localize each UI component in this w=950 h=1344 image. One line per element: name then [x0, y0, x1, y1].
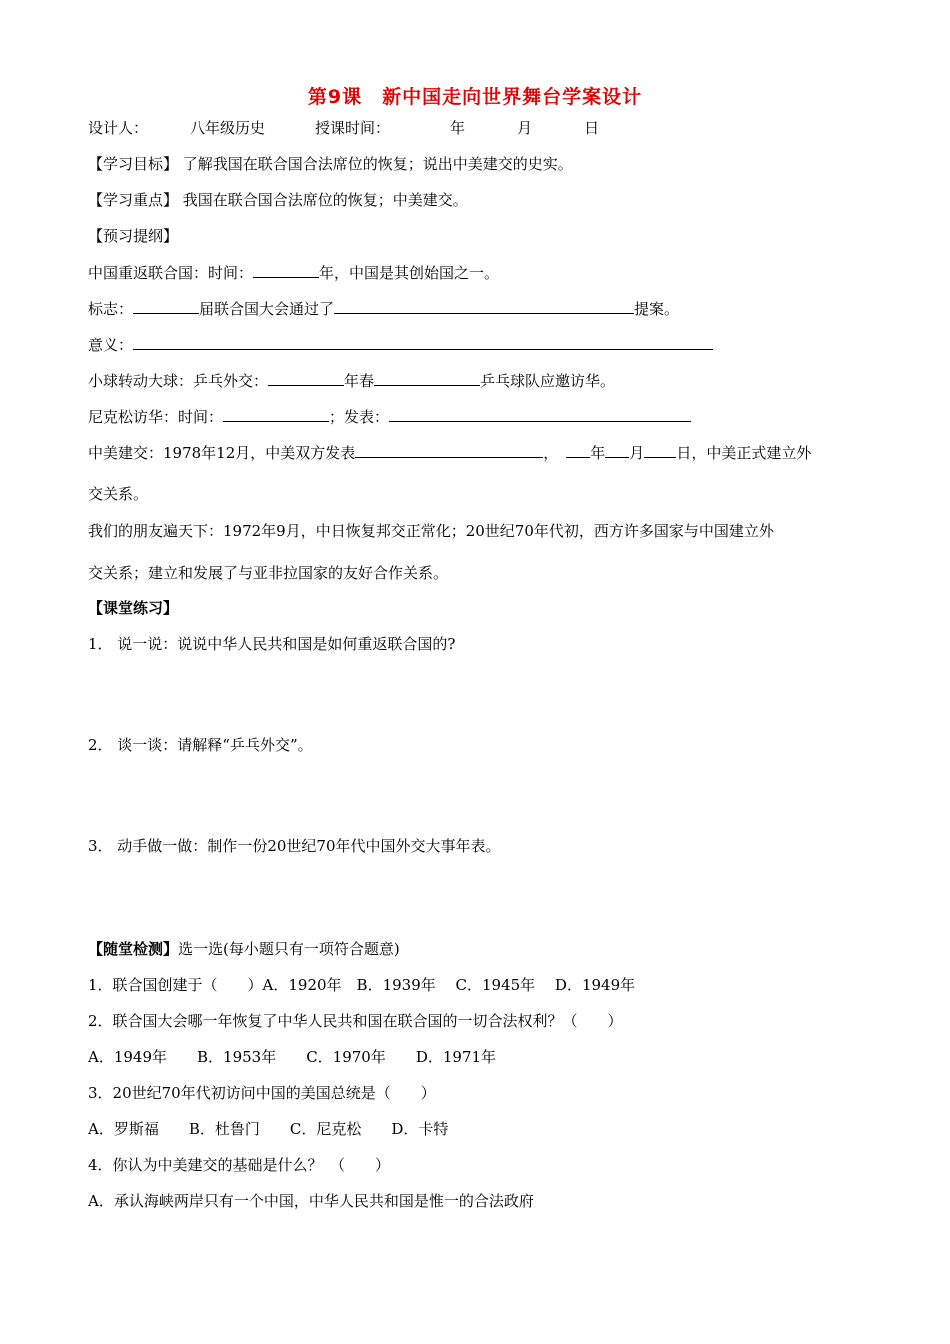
blank-sinous-day[interactable] [644, 442, 676, 458]
pingpong-suffix: 乒乓球队应邀访华。 [480, 372, 616, 390]
blank-meaning[interactable] [133, 334, 713, 350]
un-suffix: 年，中国是其创始国之一。 [319, 264, 500, 282]
test-q4: 4．你认为中美建交的基础是什么？ （ ） [88, 1156, 391, 1174]
test-q2-options: A．1949年 B．1953年 C．1970年 D．1971年 [88, 1048, 497, 1066]
header-line [88, 118, 599, 138]
preview-sign-line [88, 298, 679, 319]
sign-mid: 届联合国大会通过了 [199, 300, 335, 318]
friends-line-2: 交关系；建立和发展了与亚非拉国家的友好合作关系。 [88, 564, 449, 582]
sign-suffix: 提案。 [634, 300, 680, 318]
goals-label: 【学习目标】 [88, 155, 179, 173]
friends-line-1: 我们的朋友遍天下：1972年9月，中日恢复邦交正常化；20世纪70年代初，西方许多国家与中国建立外 [88, 522, 774, 540]
test-q3: 3．20世纪70年代初访问中国的美国总统是（ ） [88, 1084, 436, 1102]
blank-team[interactable] [374, 370, 480, 386]
test-label: 【随堂检测】 [88, 940, 179, 958]
sinous-suffix: 日，中美正式建立外 [676, 444, 812, 462]
preview-pingpong-line [88, 370, 615, 391]
practice-label: 【课堂练习】 [88, 599, 179, 617]
un-prefix: 中国重返联合国：时间： [88, 264, 254, 282]
practice-q3: 3． 动手做一做：制作一份20世纪70年代中国外交大事年表。 [88, 837, 501, 855]
sinous-year: 年 [590, 444, 606, 462]
blank-nixon-document[interactable] [389, 406, 691, 422]
designer-value: 八年级历史 [190, 119, 266, 137]
designer-label: 设计人： [88, 119, 149, 137]
sinous-comma: ， [543, 444, 559, 462]
sinous-prefix: 中美建交：1978年12月，中美双方发表 [88, 444, 356, 462]
blank-session[interactable] [133, 298, 199, 314]
year-label: 年 [450, 119, 466, 137]
test-q4-a: A．承认海峡两岸只有一个中国，中华人民共和国是惟一的合法政府 [88, 1192, 534, 1210]
sign-prefix: 标志： [88, 300, 134, 318]
preview-meaning-line [88, 334, 713, 355]
blank-sinous-month[interactable] [605, 442, 629, 458]
blank-communique[interactable] [355, 442, 543, 458]
practice-q2: 2． 谈一谈：请解释“乒乓外交”。 [88, 736, 313, 754]
focus-text: 我国在联合国合法席位的恢复；中美建交。 [182, 191, 468, 209]
test-instruction: 选一选(每小题只有一项符合题意) [178, 940, 400, 958]
test-header [88, 939, 400, 959]
day-label: 日 [584, 119, 600, 137]
sinous-month: 月 [629, 444, 645, 462]
month-label: 月 [517, 119, 533, 137]
goals-line [88, 154, 573, 174]
blank-pingpong-year[interactable] [268, 370, 344, 386]
preview-un-line [88, 262, 499, 283]
focus-line [88, 190, 468, 210]
preview-nixon-line [88, 406, 691, 427]
pingpong-prefix: 小球转动大球：乒乓外交： [88, 372, 269, 390]
blank-proposal[interactable] [334, 298, 634, 314]
blank-nixon-time[interactable] [223, 406, 329, 422]
sinous-cont: 交关系。 [88, 485, 149, 503]
time-label: 授课时间： [315, 119, 391, 137]
nixon-mid: ；发表： [329, 408, 390, 426]
focus-label: 【学习重点】 [88, 191, 179, 209]
page-title: 第9课 新中国走向世界舞台学案设计 [307, 86, 643, 108]
blank-un-year[interactable] [253, 262, 319, 278]
meaning-prefix: 意义： [88, 336, 134, 354]
test-q1: 1．联合国创建于（ ）A．1920年 B．1939年 C．1945年 D．1949年 [88, 976, 636, 994]
test-q3-options: A．罗斯福 B．杜鲁门 C．尼克松 D．卡特 [88, 1120, 449, 1138]
nixon-prefix: 尼克松访华：时间： [88, 408, 224, 426]
blank-sinous-year[interactable] [566, 442, 590, 458]
test-q2: 2．联合国大会哪一年恢复了中华人民共和国在联合国的一切合法权利？（ ） [88, 1012, 623, 1030]
preview-label: 【预习提纲】 [88, 227, 179, 245]
goals-text: 了解我国在联合国合法席位的恢复；说出中美建交的史实。 [182, 155, 573, 173]
preview-sinous-line [88, 442, 811, 463]
practice-q1: 1． 说一说：说说中华人民共和国是如何重返联合国的? [88, 635, 456, 653]
pingpong-mid: 年春 [344, 372, 375, 390]
